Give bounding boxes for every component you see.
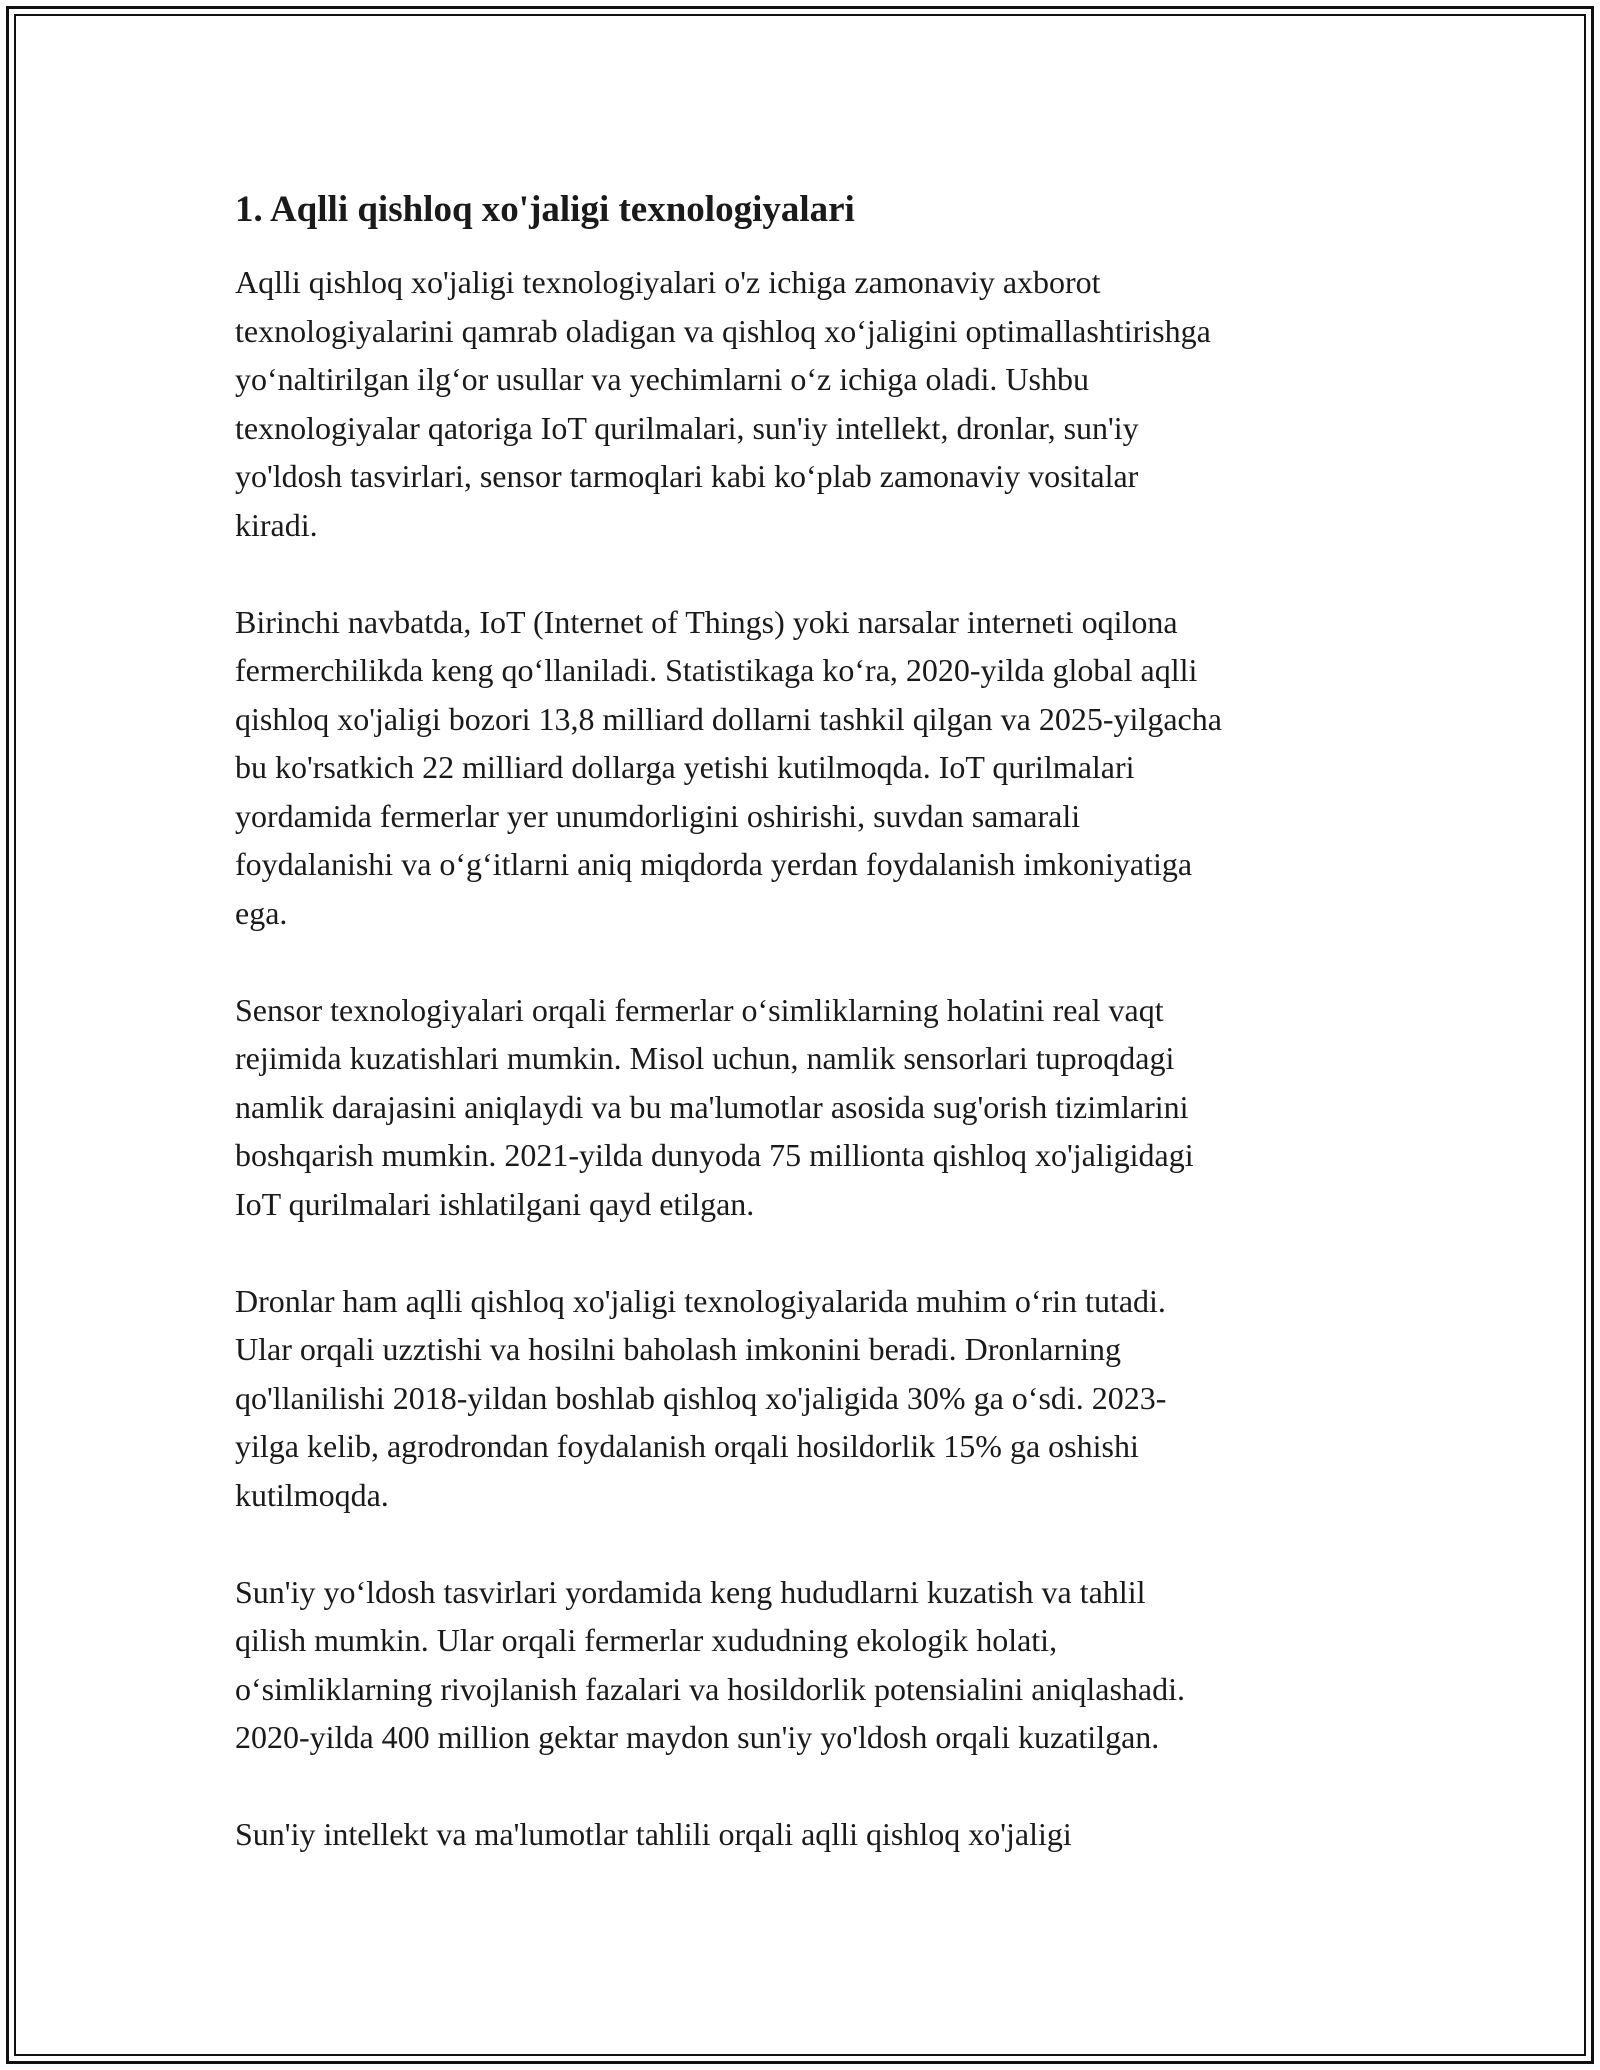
paragraph-iot: Birinchi navbatda, IoT (Internet of Things) yoki narsalar interneti oqilona fermerchilikda keng qoʻllaniladi. Statistikaga koʻra, 2020-yilda global aqlli qishloq xo'jaligi bozori 13,8 milliard dollarni tashkil qilgan va 2025-yilgacha bu ko'rsatkich 22 milliard dollarga yetishi kutilmoqda. IoT qurilmalari yordamida fermerlar yer unumdorligini oshirishi, suvdan samarali foydalanishi va oʻgʻitlarni aniq miqdorda yerdan foydalanish imkoniyatiga ega. [235, 603, 1222, 931]
paragraph-sensors: Sensor texnologiyalari orqali fermerlar oʻsimliklarning holatini real vaqt rejimida kuzatishlari mumkin. Misol uchun, namlik sensorlari tuproqdagi namlik darajasini aniqlaydi va bu ma'lumotlar asosida sug'orish tizimlarini boshqarish mumkin. 2021-yilda dunyoda 75 millionta qishloq xo'jaligidagi IoT qurilmalari ishlatilgani qayd etilgan. [235, 991, 1194, 1222]
paragraph-intro: Aqlli qishloq xo'jaligi texnologiyalari o'z ichiga zamonaviy axborot texnologiyalarini qamrab oladigan va qishloq xoʻjaligini optimallashtirishga yoʻnaltirilgan ilgʻor usullar va yechimlarni oʻz ichiga oladi. Ushbu texnologiyalar qatoriga IoT qurilmalari, sun'iy intellekt, dronlar, sun'iy yo'ldosh tasvirlari, sensor tarmoqlari kabi koʻplab zamonaviy vositalar kiradi. [235, 264, 1211, 543]
paragraph-ai: Sun'iy intellekt va ma'lumotlar tahlili orqali aqlli qishloq xo'jaligi [235, 1816, 1072, 1852]
paragraph-satellite: Sun'iy yoʻldosh tasvirlari yordamida keng hududlarni kuzatish va tahlil qilish mumkin. Ular orqali fermerlar xududning ekologik holati, oʻsimliklarning rivojlanish fazalari va hosildorlik potensialini aniqlashadi. 2020-yilda 400 million gektar maydon sun'iy yo'ldosh orqali kuzatilgan. [235, 1573, 1186, 1755]
section-heading: 1. Aqlli qishloq xo'jaligi texnologiyalari [235, 189, 855, 230]
paragraph-drones: Dronlar ham aqlli qishloq xo'jaligi texnologiyalarida muhim oʻrin tutadi. Ular orqali uzztishi va hosilni baholash imkonini beradi. Dronlarning qo'llanilishi 2018-yildan boshlab qishloq xo'jaligida 30% ga oʻsdi. 2023- yilga kelib, agrodrondan foydalanish orqali hosildorlik 15% ga oshishi kutilmoqda. [235, 1282, 1167, 1513]
document-body [235, 186, 1375, 1907]
